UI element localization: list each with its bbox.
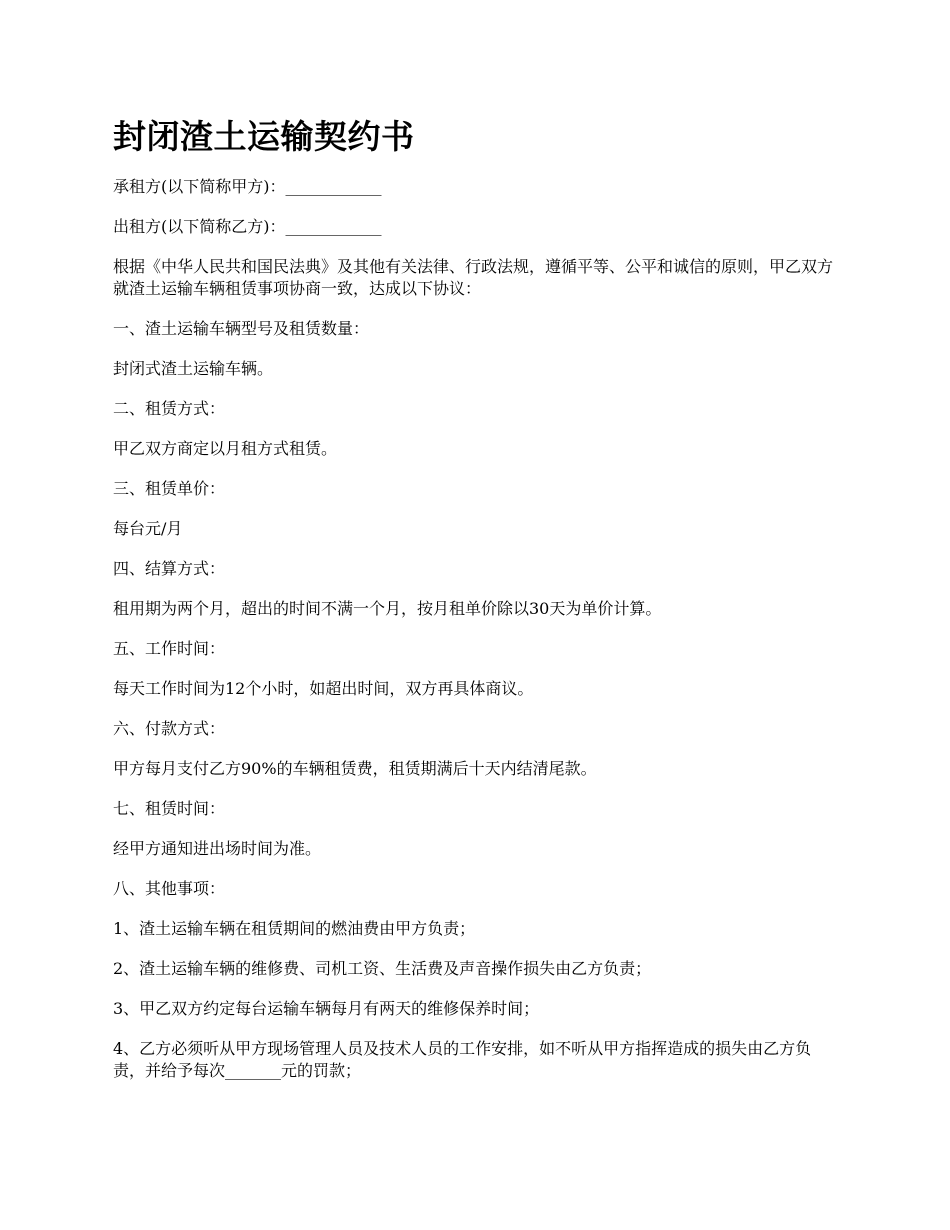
section-heading-4: 四、结算方式： [113, 559, 226, 578]
section-heading-3: 三、租赁单价： [113, 479, 226, 498]
section-heading-7: 七、租赁时间： [113, 799, 226, 818]
preamble-paragraph: 根据《中华人民共和国民法典》及其他有关法律、行政法规，遵循平等、公平和诚信的原则，甲乙双方就渣土运输车辆租赁事项协商一致，达成以下协议： [113, 257, 834, 298]
section-heading-8: 八、其他事项： [113, 879, 226, 898]
section-heading-2: 二、租赁方式： [113, 399, 226, 418]
lessor-line: 出租方(以下简称乙方)：____________ [113, 217, 382, 236]
clause-item-1: 1、渣土运输车辆在租赁期间的燃油费由甲方负责； [113, 919, 476, 938]
section-body-7: 经甲方通知进出场时间为准。 [113, 839, 322, 858]
section-body-6: 甲方每月支付乙方90%的车辆租赁费，租赁期满后十天内结清尾款。 [113, 759, 597, 778]
document-page [113, 112, 843, 1100]
clause-item-3: 3、甲乙双方约定每台运输车辆每月有两天的维修保养时间； [113, 999, 540, 1018]
clause-item-4: 4、乙方必须听从甲方现场管理人员及技术人员的工作安排，如不听从甲方指挥造成的损失由乙方负责，并给予每次_______元的罚款； [113, 1039, 812, 1080]
section-heading-1: 一、渣土运输车辆型号及租赁数量： [113, 319, 370, 338]
section-body-5: 每天工作时间为12个小时，如超出时间，双方再具体商议。 [113, 679, 534, 698]
section-body-1: 封闭式渣土运输车辆。 [113, 359, 274, 378]
section-body-2: 甲乙双方商定以月租方式租赁。 [113, 439, 338, 458]
section-heading-5: 五、工作时间： [113, 639, 226, 658]
clause-item-2: 2、渣土运输车辆的维修费、司机工资、生活费及声音操作损失由乙方负责； [113, 959, 652, 978]
section-body-4: 租用期为两个月，超出的时间不满一个月，按月租单价除以30天为单价计算。 [113, 599, 662, 618]
section-heading-6: 六、付款方式： [113, 719, 226, 738]
document-title: 封闭渣土运输契约书 [113, 117, 415, 156]
lessee-line: 承租方(以下简称甲方)：____________ [113, 177, 382, 196]
section-body-3: 每台元/月 [113, 519, 183, 538]
